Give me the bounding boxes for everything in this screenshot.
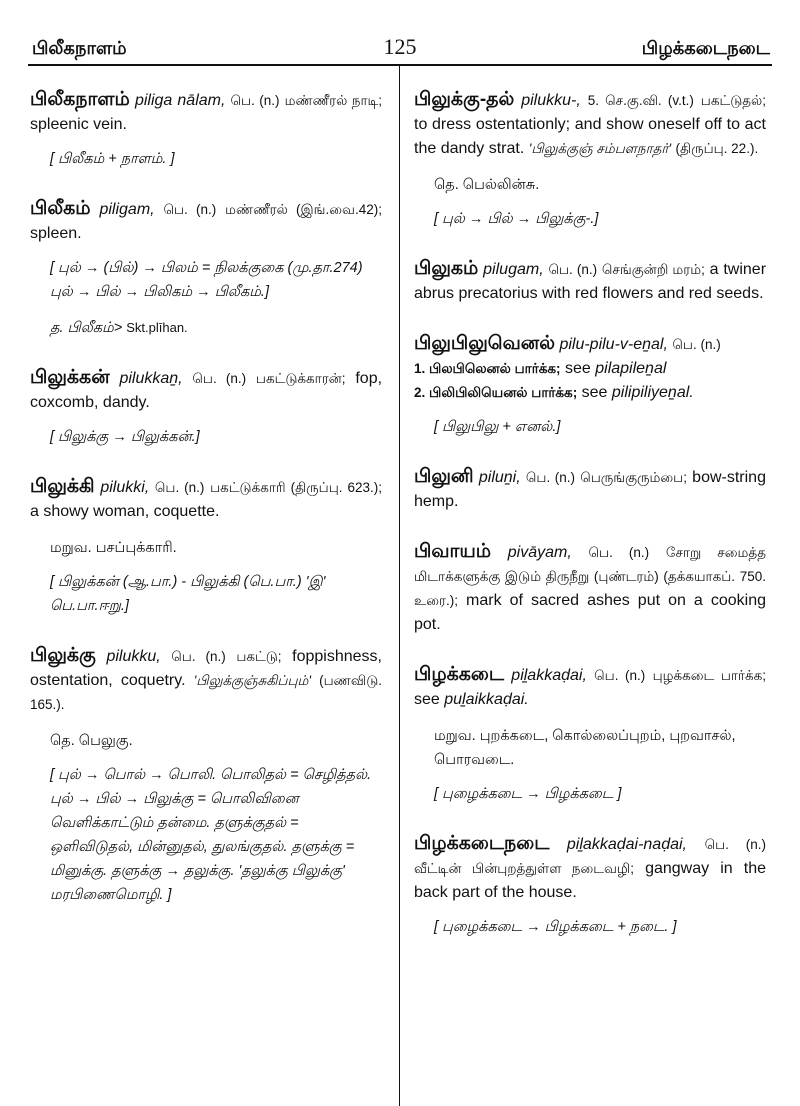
etymology: [ பிலுபிலு + எனல்.] (434, 419, 561, 435)
transliteration: piluṉi, (478, 469, 521, 486)
see-label: see (414, 691, 440, 708)
entry-pilugam (414, 257, 766, 306)
etymology: [ புல் → (பில்) → பிலம் = நிலக்குகை (மு.தா.274) புல் → பில் → பிலிகம் → பிலீகம்.] (50, 260, 363, 300)
transliteration: pilukku-, (521, 92, 581, 109)
quotation-source: (பணவிடு. 165.). (30, 673, 383, 712)
english-gloss: spleen. (30, 225, 82, 242)
english-gloss: mark of sacred ashes put on a cooking pot. (414, 592, 766, 633)
header-left-guideword: பிலீகநாளம் (32, 38, 127, 58)
quotation: 'பிலுக்குஞ்சுகிப்பும்' (193, 673, 311, 688)
entry-pilukku (30, 644, 382, 907)
quotation-source: (திருப்பு. 22.). (675, 141, 759, 156)
english-gloss: bow-string hemp. (414, 469, 766, 510)
tamil-gloss: வீட்டின் பின்புறத்துள்ள நடைவழி; (414, 861, 634, 876)
etymology: [ புல் → பில் → பிலுக்கு-.] (434, 211, 599, 227)
quotation: 'பிலுக்குஞ் சம்பளநாதர்' (528, 141, 672, 156)
tamil-gloss: பகட்டு; (236, 649, 282, 664)
transliteration: piligam, (99, 201, 155, 218)
sense-2-see: see (581, 384, 608, 401)
entry-pilukkutal (414, 88, 766, 231)
english-gloss: to dress ostentationly; and show oneself off to act the dandy strat. (414, 116, 766, 157)
grammar-tag: 5. செ.கு.வி. (v.t.) (587, 93, 694, 108)
transliteration: pilukku, (106, 648, 161, 665)
english-gloss: a twiner abrus precatorius with red flowers and red seeds. (414, 261, 767, 302)
entry-piligam (30, 197, 382, 340)
tamil-gloss: பகட்டுக்காரன்; (255, 371, 346, 386)
headword: பிலுகம் (414, 258, 479, 279)
synonyms: மறுவ. பசப்புக்காரி. (50, 540, 177, 556)
headword: பிலுக்கு (30, 645, 96, 666)
column-divider (399, 66, 400, 1106)
entry-pilakkadainadai (414, 832, 766, 939)
headword: பிலீகம் (30, 198, 91, 219)
etymology: [ பிலுக்கன் (ஆ.பா.) - பிலுக்கி (பெ.பா.) 'இ' பெ.பா.ஈறு.] (50, 574, 326, 614)
grammar-tag: பெ. (n.) (672, 337, 721, 352)
etymology: [ பிலுக்கு → பிலுக்கன்.] (50, 429, 200, 445)
synonyms: மறுவ. புறக்கடை, கொல்லைப்புறம், புறவாசல், பொரவடை. (434, 728, 736, 768)
page-number: 125 (383, 34, 417, 59)
right-column (414, 88, 766, 965)
cognate-tamil: த. பிலீகம்> (50, 320, 123, 336)
transliteration: piliga nālam, (134, 92, 226, 109)
cognate: தெ. பெலுகு. (50, 733, 133, 749)
cognate-sanskrit: Skt.plīhan. (126, 320, 188, 335)
entry-pilakkadai (414, 663, 766, 806)
headword: பிலீகநாளம் (30, 89, 130, 110)
grammar-tag: பெ. (n.) (525, 470, 575, 485)
tamil-gloss: புழக்கடை பார்க்க; (652, 668, 766, 683)
left-column (30, 88, 382, 933)
sense-1-tamil: 1. பிலபிலெனல் பார்க்க; (414, 361, 561, 376)
transliteration: piḻakkaḍai, (511, 667, 587, 684)
tamil-gloss: மண்ணீரல் நாடி; (284, 93, 382, 108)
tamil-gloss: சோறு சமைத்த மிடாக்களுக்கு இடும் திருநீறு (புண்டரம்) (தக்கயாகப். 750. உரை.); (414, 545, 766, 608)
grammar-tag: பெ. (n.) (171, 649, 226, 664)
sense-1-see: see (564, 360, 591, 377)
transliteration: pilu-pilu-v-eṉal, (559, 336, 668, 353)
cognate (50, 316, 382, 340)
grammar-tag: பெ. (n.) (594, 668, 646, 683)
transliteration: piḻakkaḍai-naḍai, (566, 836, 687, 853)
sense-1 (414, 357, 766, 381)
headword: பிலுபிலுவெனல் (414, 333, 555, 354)
entry-piluni (414, 465, 766, 514)
tamil-gloss: பெருங்குரும்பை; (580, 470, 687, 485)
transliteration: pilukkaṉ, (119, 370, 183, 387)
headword: பிலுனி (414, 466, 474, 487)
tamil-gloss: பகட்டுதல்; (700, 93, 767, 108)
tamil-gloss: செங்குன்றி மரம்; (601, 262, 705, 277)
headword: பிவாயம் (414, 541, 492, 562)
grammar-tag: பெ. (n.) (548, 262, 598, 277)
sense-2 (414, 381, 766, 405)
entry-pilukki (30, 475, 382, 618)
grammar-tag: பெ. (n.) (154, 480, 205, 495)
sense-2-ref: pilipiliyeṉal. (611, 384, 694, 401)
cognate: தெ. பெல்லின்சு. (434, 177, 540, 193)
english-gloss: spleenic vein. (30, 116, 127, 133)
header-rule (28, 64, 772, 66)
entry-pilikanalam (30, 88, 382, 171)
headword: பிழக்கடைநடை (414, 833, 550, 854)
sense-1-ref: pilapileṉal (595, 360, 667, 377)
grammar-tag: பெ. (n.) (230, 93, 280, 108)
tamil-gloss: பகட்டுக்காரி (திருப்பு. 623.); (210, 480, 382, 495)
english-gloss: a showy woman, coquette. (30, 503, 220, 520)
english-gloss: foppishness, ostentation, coquetry. (30, 648, 382, 689)
etymology: [ புழைக்கடை → பிழக்கடை + நடை. ] (434, 919, 677, 935)
sense-2-tamil: 2. பிலிபிலியெனல் பார்க்க; (414, 385, 578, 400)
etymology: [ புழைக்கடை → பிழக்கடை ] (434, 786, 622, 802)
entry-pivayam (414, 540, 766, 637)
grammar-tag: பெ. (n.) (163, 202, 217, 217)
english-gloss: fop, coxcomb, dandy. (30, 370, 383, 411)
headword: பிலுக்கி (30, 476, 95, 497)
grammar-tag: பெ. (n.) (192, 371, 247, 386)
grammar-tag: பெ. (n.) (704, 837, 766, 852)
etymology: [ பிலீகம் + நாளம். ] (50, 151, 175, 167)
header-right-guideword: பிழக்கடைநடை (641, 38, 770, 58)
tamil-gloss: மண்ணீரல் (இங்.வை.42); (225, 202, 382, 217)
transliteration: pivāyam, (507, 544, 572, 561)
grammar-tag: பெ. (n.) (588, 545, 650, 560)
headword: பிலுக்கன் (30, 367, 110, 388)
transliteration: pilukki, (100, 479, 150, 496)
transliteration: pilugam, (483, 261, 544, 278)
entry-pilupiluvenal (414, 332, 766, 439)
etymology: [ புல் → பொல் → பொலி. பொலிதல் = செழித்தல். புல் → பில் → பிலுக்கு = பொலிவினை வெளிக்காட்டும் தன்மை. தளுக்குதல் = ஒளிவிடுதல், மின்னுதல், துலங்குதல். தளுக்கு = மினுக்கு. தளுக்கு → தலுக்கு. 'தலுக்கு பிலுக்கு' மரபிணைமொழி. ] (50, 767, 372, 903)
headword: பிலுக்கு-தல் (414, 89, 515, 110)
see-reference: puḻaikkaḍai. (444, 691, 529, 708)
entry-pilukkan (30, 366, 382, 449)
english-gloss: gangway in the back part of the house. (414, 860, 766, 901)
headword: பிழக்கடை (414, 664, 505, 685)
